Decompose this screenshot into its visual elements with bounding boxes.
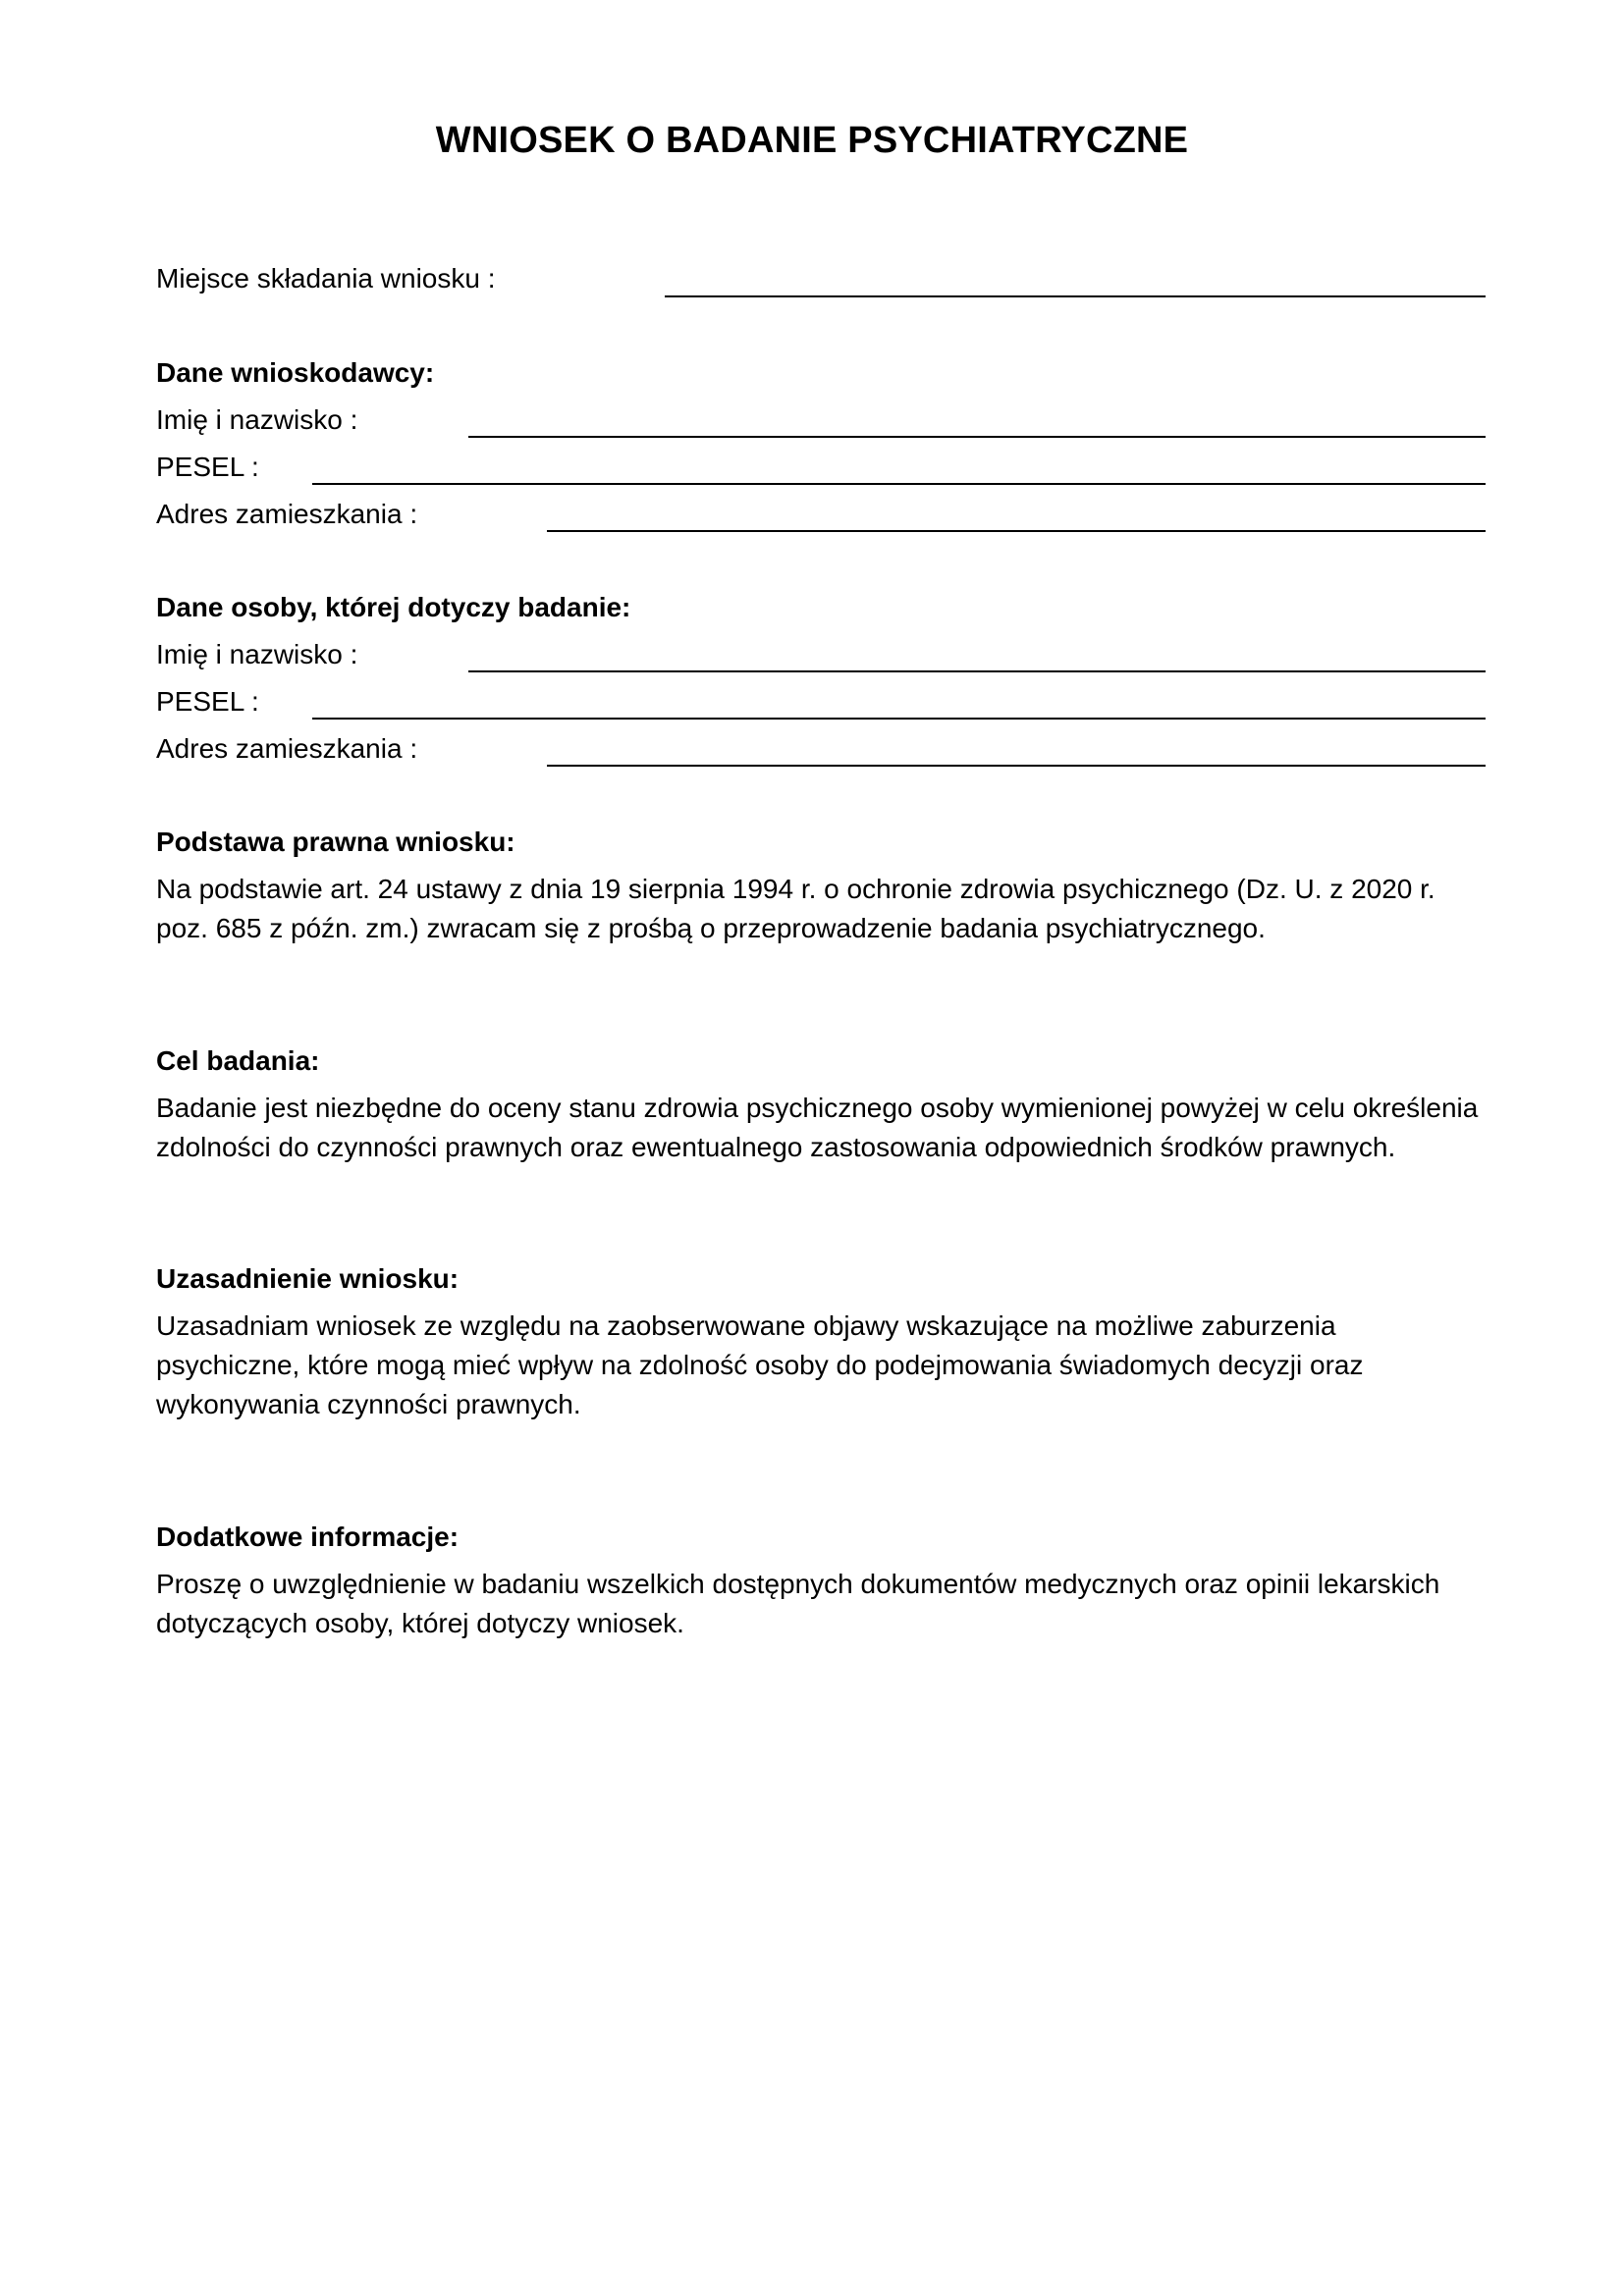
legal-basis-line: poz. 685 z późn. zm.) zwracam się z prośbą o przeprowadzenie badania psychiatrycznego. [156,913,1266,943]
justification-line: psychiczne, które mogą mieć wpływ na zdolność osoby do podejmowania świadomych decyzji oraz [156,1350,1364,1380]
additional-text [156,1565,1491,1643]
purpose-text [156,1089,1491,1167]
document-title: WNIOSEK O BADANIE PSYCHIATRYCZNE [435,120,1189,161]
legal-basis-line: Na podstawie art. 24 ustawy z dnia 19 sierpnia 1994 r. o ochronie zdrowia psychicznego (Dz. U. z 2020 r. [156,874,1435,904]
legal-basis-text [156,870,1491,948]
applicant-heading: Dane wnioskodawcy: [156,357,435,388]
applicant-name-input-line[interactable] [468,436,1486,438]
justification-heading: Uzasadnienie wniosku: [156,1263,460,1294]
additional-line: dotyczących osoby, której dotyczy wniosek. [156,1608,684,1638]
applicant-address-input-line[interactable] [547,530,1486,532]
applicant-pesel-label: PESEL : [156,452,259,482]
subject-heading: Dane osoby, której dotyczy badanie: [156,592,631,622]
place-label: Miejsce składania wniosku : [156,263,496,294]
justification-text [156,1307,1491,1424]
additional-line: Proszę o uwzględnienie w badaniu wszelkich dostępnych dokumentów medycznych oraz opinii lekarskich [156,1569,1440,1599]
applicant-pesel-input-line[interactable] [312,483,1486,485]
justification-line: Uzasadniam wniosek ze względu na zaobserwowane objawy wskazujące na możliwe zaburzenia [156,1310,1336,1341]
legal-basis-heading: Podstawa prawna wniosku: [156,827,515,857]
purpose-heading: Cel badania: [156,1045,320,1076]
subject-name-label: Imię i nazwisko : [156,639,358,669]
additional-heading: Dodatkowe informacje: [156,1522,460,1552]
purpose-line: zdolności do czynności prawnych oraz ewentualnego zastosowania odpowiednich środków prawnych. [156,1132,1396,1162]
subject-address-input-line[interactable] [547,765,1486,767]
subject-address-label: Adres zamieszkania : [156,733,418,764]
applicant-address-label: Adres zamieszkania : [156,499,418,529]
place-input-line[interactable] [665,295,1486,297]
purpose-line: Badanie jest niezbędne do oceny stanu zdrowia psychicznego osoby wymienionej powyżej w celu określenia [156,1093,1479,1123]
subject-pesel-label: PESEL : [156,686,259,717]
subject-name-input-line[interactable] [468,670,1486,672]
justification-line: wykonywania czynności prawnych. [156,1389,581,1419]
subject-pesel-input-line[interactable] [312,718,1486,720]
applicant-name-label: Imię i nazwisko : [156,404,358,435]
